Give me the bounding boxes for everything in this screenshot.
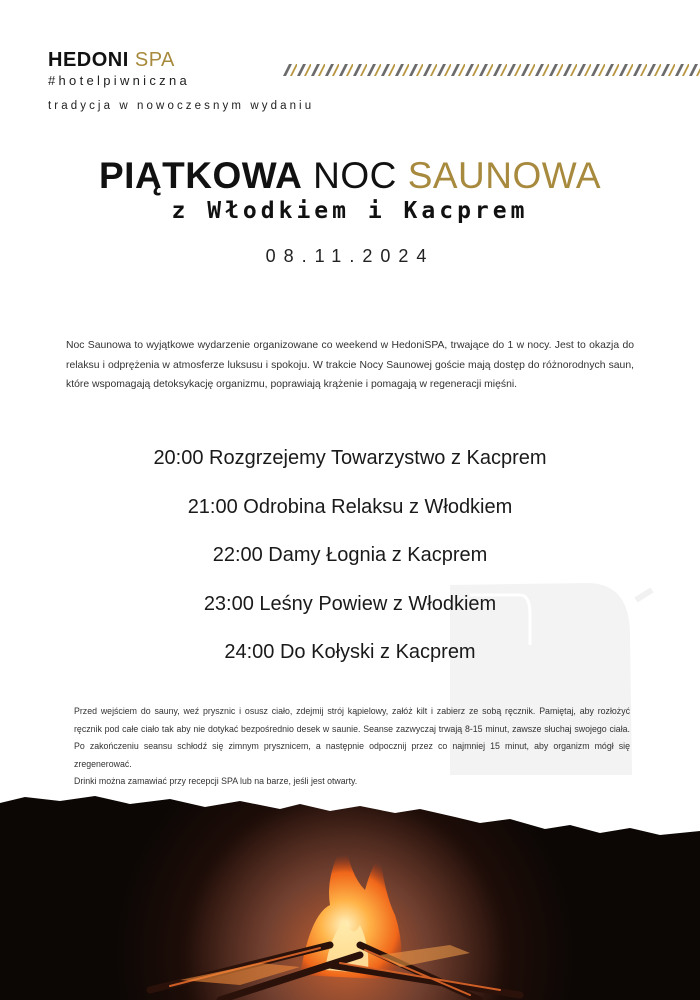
event-title-mid: NOC: [313, 155, 397, 196]
drinks-note: Drinki można zamawiać przy recepcji SPA lub na barze, jeśli jest otwarty.: [74, 776, 358, 787]
event-title-bold: PIĄTKOWA: [99, 155, 303, 196]
schedule-item: 23:00 Leśny Powiew z Włodkiem: [203, 592, 497, 615]
brand-logo: [48, 48, 314, 72]
header: [48, 48, 314, 112]
hashtag: #hotelpiwniczna: [48, 73, 191, 88]
brand-name-bold: HEDONI: [48, 49, 129, 71]
schedule-item: 20:00 Rozgrzejemy Towarzystwo z Kacprem: [153, 447, 547, 469]
sauna-rules: [74, 703, 630, 791]
schedule-list: [0, 446, 700, 689]
event-title-accent: SAUNOWA: [407, 155, 601, 196]
event-subtitle: z Włodkiem i Kacprem: [171, 198, 529, 224]
event-date: 08.11.2024: [265, 246, 435, 266]
schedule-item: 22:00 Damy Łognia z Kacprem: [212, 544, 488, 566]
tagline: tradycja w nowoczesnym wydaniu: [48, 100, 315, 112]
campfire-image: [0, 795, 700, 1000]
decorative-pattern: [283, 64, 700, 76]
schedule-item: 24:00 Do Kołyski z Kacprem: [224, 641, 476, 663]
schedule-item: 21:00 Odrobina Relaksu z Włodkiem: [187, 495, 513, 518]
rules-paragraph: Przed wejściem do sauny, weź prysznic i osusz ciało, zdejmij strój kąpielowy, załóż kilt i zabierz ze sobą ręcznik. Pamiętaj, aby rozłożyć ręcznik pod całe ciało tak aby nie dotykać bezpośrednio desek w saunie. Seanse zazwyczaj trwają 8-15 minut, zawsze słuchaj swojego ciała. Po zakończeniu seansu schłodź się zimnym prysznicem, a następnie odpocznij przez co najmniej 15 minut, aby organizm mógł się zregenerować.: [74, 706, 630, 769]
brand-name-light: SPA: [134, 49, 175, 71]
event-title: [0, 152, 700, 200]
intro-paragraph: Noc Saunowa to wyjątkowe wydarzenie organizowane co weekend w HedoniSPA, trwające do 1 w nocy. Jest to okazja do relaksu i odprężenia w atmosferze luksusu i spokoju. W trakcie Nocy Saunowej goście mają dostęp do różnorodnych saun, które wspomagają detoksykację organizmu, poprawiają krążenie i pomagają w regeneracji mięśni.: [66, 340, 634, 390]
